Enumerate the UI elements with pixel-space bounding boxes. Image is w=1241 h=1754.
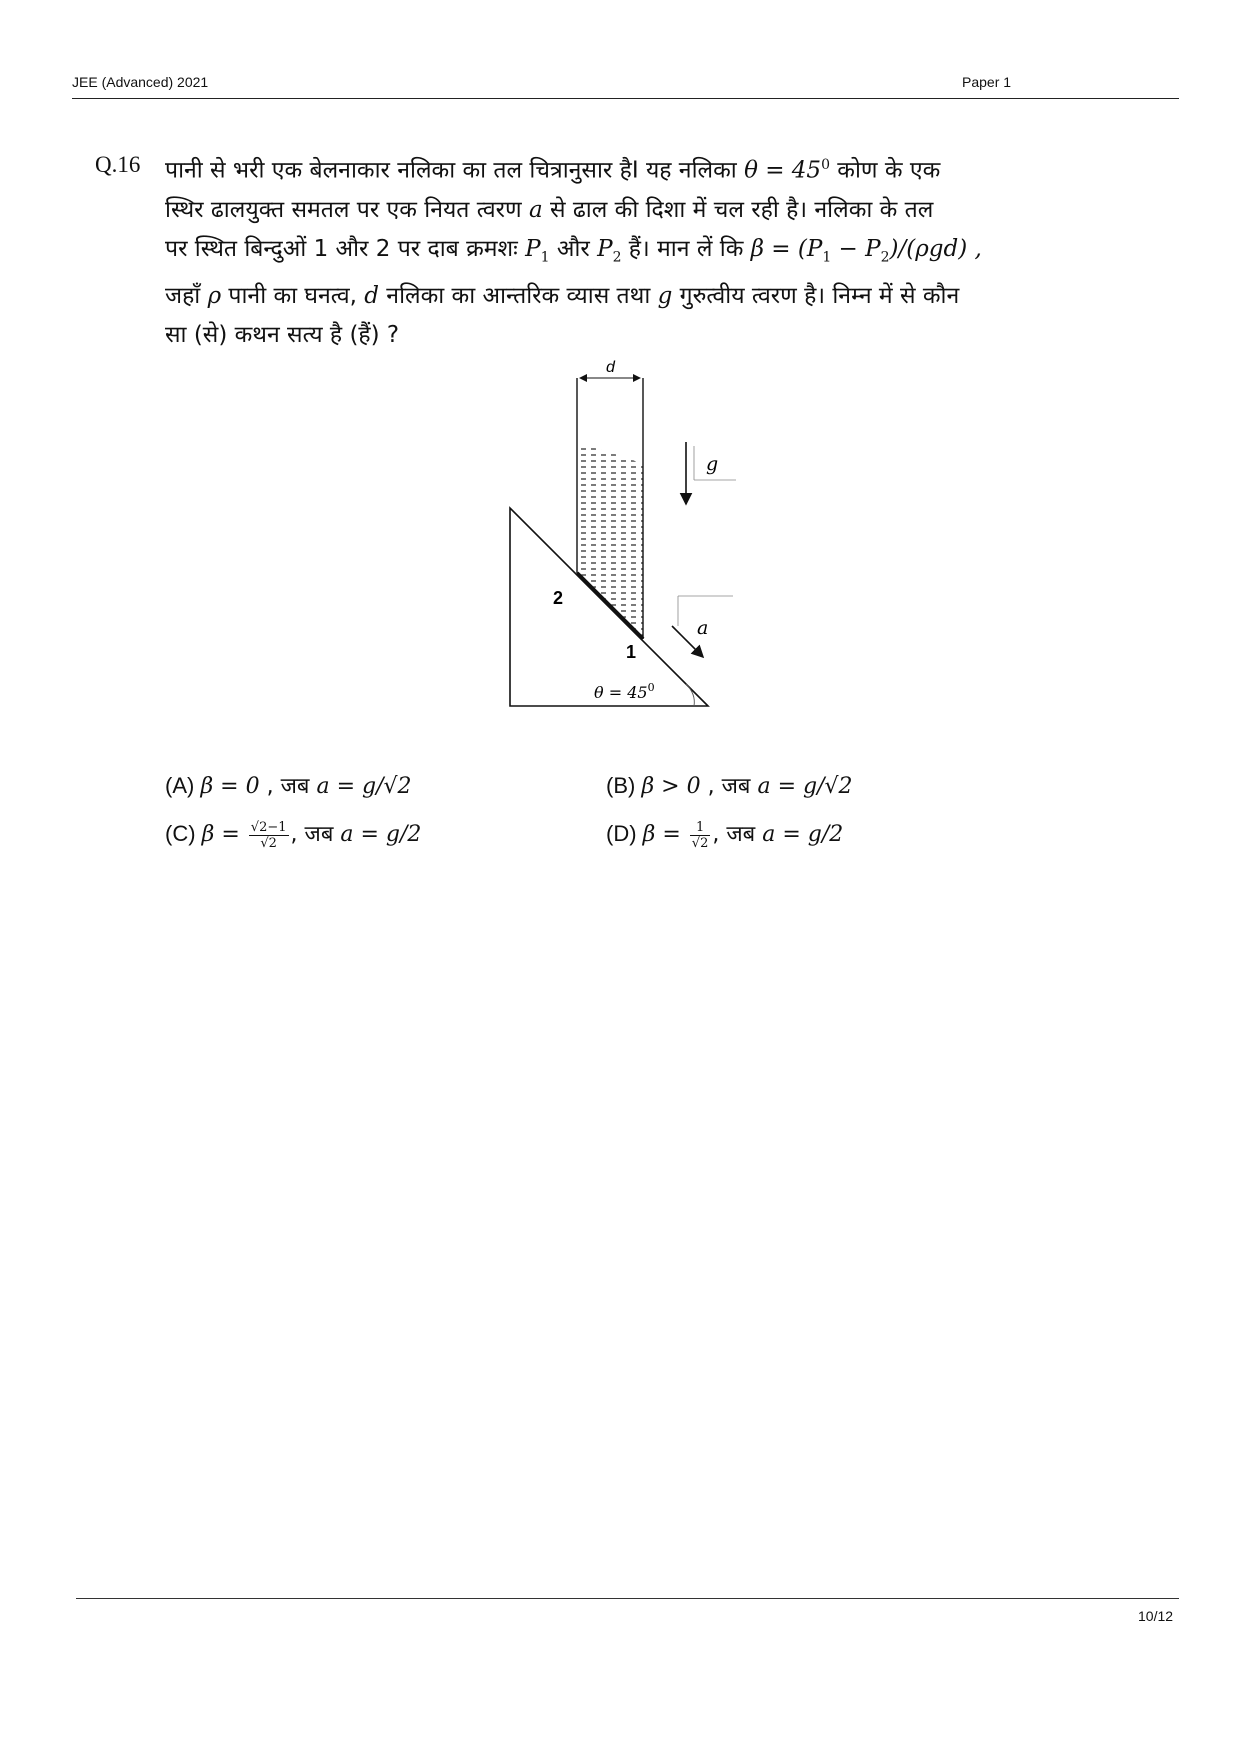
inclined-tube-diagram	[500, 356, 760, 718]
option-c[interactable]: (C) β = $\frac{√2-1}{√2}$ , जब a = g/2	[165, 819, 422, 851]
water-column	[577, 444, 643, 639]
page-number: 10/12	[1138, 1608, 1174, 1624]
question-line-4: जहाँ ρ पानी का घनत्व, d नलिका का आन्तरिक व्यास तथा g गुरुत्वीय त्वरण है। निम्न में से कौन	[165, 283, 960, 310]
option-d[interactable]: (D) β = $\frac{1}{√2}$ , जब a = g/2	[606, 819, 844, 851]
question-line-2: स्थिर ढालयुक्त समतल पर एक नियत त्वरण a से ढाल की दिशा में चल रही है। नलिका के तल	[165, 196, 934, 223]
option-a[interactable]: (A) β = 0 , जब a = g/√2	[165, 773, 412, 799]
point-1-label: 1	[626, 642, 637, 662]
question-line-1: पानी से भरी एक बेलनाकार नलिका का तल चित्रानुसार हैI यह नलिका $\theta = 45^0$ कोण के एक	[165, 157, 941, 184]
option-d-fraction: $\frac{1}{√2}$	[691, 819, 709, 851]
option-c-fraction: $\frac{√2-1}{√2}$	[250, 819, 287, 851]
acceleration-label: a	[697, 617, 709, 639]
gravity-label: g	[706, 453, 719, 475]
question-line-5: सा (से) कथन सत्य है (हैं) ?	[165, 322, 400, 349]
paper-label: Paper 1	[962, 74, 1012, 90]
footer-rule	[76, 1598, 1179, 1599]
diameter-label: d	[606, 359, 615, 376]
angle-label: $\theta = 45^0$	[594, 681, 655, 702]
point-2-label: 2	[553, 588, 564, 608]
page-header	[72, 72, 1179, 99]
question-number: Q.16	[95, 152, 141, 177]
option-b[interactable]: (B) β > 0 , जब a = g/√2	[606, 773, 853, 799]
exam-title: JEE (Advanced) 2021	[72, 74, 209, 90]
question-line-3: पर स्थित बिन्दुओं 1 और 2 पर दाब क्रमशः $P_1$ और $P_2$ हैं। मान लें कि $\beta = (P_1 - P_2)/(\rho gd)$ ,	[165, 235, 982, 266]
question-text	[165, 146, 1095, 355]
